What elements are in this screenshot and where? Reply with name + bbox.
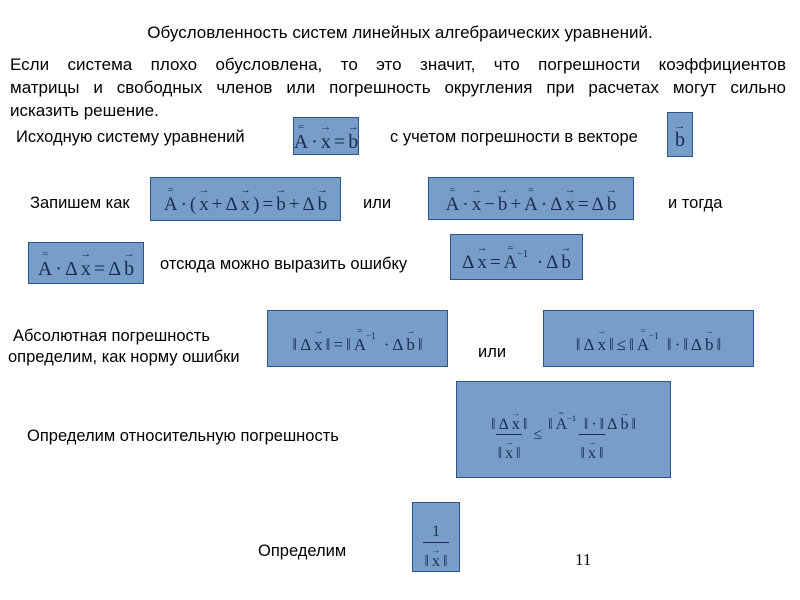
define-label: Определим — [258, 542, 347, 560]
formula-box-expanded: A = · x → − b → + A = · Δ x → = Δ b → — [428, 177, 634, 220]
paragraph-line-2: матрицы и свободных членов или погрешность округления при расчетах могут сильно — [10, 78, 786, 97]
write-as-label: Запишем как — [30, 194, 130, 212]
page-number: 11 — [575, 550, 592, 569]
abs-error-label-line1: Абсолютная погрешность — [13, 327, 210, 345]
paragraph-line-1: Если система плохо обусловлена, то это значит, что погрешности коэффициентов — [10, 55, 786, 74]
relative-error-label: Определим относительную погрешность — [27, 427, 339, 445]
paragraph-line-3: исказить решение. — [10, 101, 159, 120]
abs-error-label-line2: определим, как норму ошибки — [8, 348, 240, 366]
formula-box-perturbed: A = · ( x → + Δ x → ) = b → + Δ b → — [150, 177, 341, 221]
or-label-2: или — [478, 343, 507, 361]
slide-title: Обусловленность систем линейных алгебраических уравнений. — [147, 23, 653, 42]
formula-box-vector-b: b → — [667, 112, 693, 157]
formula-box-rel-bound: ‖ Δ x → ‖ ‖ x → ‖ ≤ ‖ A = −1 ‖ · ‖ Δ b → ‖ ‖ x → ‖ — [456, 381, 671, 478]
or-label-1: или — [363, 194, 392, 212]
formula-box-abs-bound: ‖ Δ x → ‖ ≤ ‖ A = −1 ‖ · ‖ Δ b → ‖ — [543, 310, 754, 367]
formula-box-inv-norm: 1 ‖ x → ‖ — [412, 502, 460, 572]
and-then-label: и тогда — [668, 194, 723, 212]
formula-box-error-eq: A = · Δ x → = Δ b → — [28, 242, 144, 284]
express-error-label: отсюда можно выразить ошибку — [160, 255, 408, 273]
source-system-label: Исходную систему уравнений — [16, 128, 245, 146]
formula-box-error-expr: Δ x → = A = −1 · Δ b → — [450, 234, 583, 280]
formula-box-system: A = · x → = b → — [293, 117, 359, 155]
formula-box-abs-norm: ‖ Δ x → ‖ = ‖ A = −1 · Δ b → ‖ — [267, 310, 448, 367]
with-error-label: с учетом погрешности в векторе — [390, 128, 638, 146]
